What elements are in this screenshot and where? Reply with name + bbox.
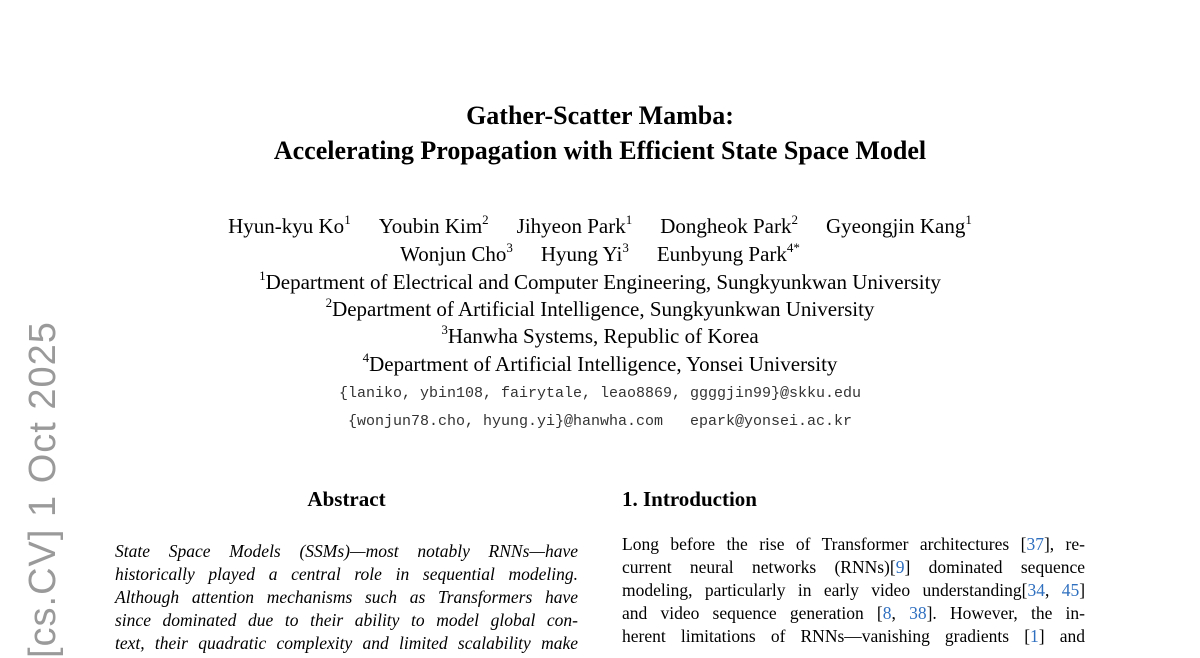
author-affiliation-marker: 3	[506, 240, 513, 255]
abstract-line: text, their quadratic complexity and limited scalability make	[115, 633, 578, 653]
abstract-heading: Abstract	[307, 487, 386, 511]
author-name	[826, 214, 972, 238]
author-name	[517, 214, 633, 238]
abstract-line: State Space Models (SSMs)—most notably RNNs—have	[115, 541, 578, 561]
author-name-text: Eunbyung Park	[656, 242, 787, 266]
introduction-text: ], re-	[1043, 534, 1085, 554]
paper-title-line-1: Gather-Scatter Mamba:	[466, 101, 734, 130]
introduction-text: ]	[1079, 580, 1086, 600]
author-name-text: Jihyeon Park	[516, 214, 626, 238]
citation-link[interactable]: 45	[1061, 580, 1080, 600]
introduction-text: ]. However, the in-	[926, 603, 1085, 623]
citation-link[interactable]: 1	[1030, 626, 1039, 646]
introduction-text: Long before the rise of Transformer architectures	[622, 534, 1021, 554]
author-name-text: Gyeongjin Kang	[825, 214, 966, 238]
introduction-heading: 1. Introduction	[622, 487, 757, 511]
introduction-text: [	[1020, 534, 1027, 554]
author-affiliation-marker: 1	[625, 212, 633, 227]
author-name	[379, 214, 489, 238]
introduction-text: ] and	[1038, 626, 1085, 646]
introduction-text: ] dominated sequence	[904, 557, 1085, 577]
author-name	[228, 214, 351, 238]
author-list-row-2	[0, 240, 1200, 268]
author-name	[400, 242, 513, 266]
author-affiliation-marker: 2	[482, 212, 489, 227]
introduction-line	[622, 556, 1085, 579]
introduction-line	[622, 625, 1085, 648]
citation-link[interactable]: 37	[1026, 534, 1044, 554]
author-affiliation-marker: 1	[965, 212, 972, 227]
citation-link[interactable]: 38	[909, 603, 927, 623]
introduction-line	[622, 602, 1085, 625]
email-line-1: {laniko, ybin108, fairytale, leao8869, ggggjin99}@skku.edu	[338, 385, 862, 402]
author-name-text: Hyun-kyu Ko	[228, 214, 345, 238]
arxiv-identifier-stamp: [cs.CV] 1 Oct 2025	[22, 321, 64, 658]
author-name	[660, 214, 798, 238]
affiliation-1: $^1$Department of Electrical and Computer Engineering, Sungkyunkwan University	[259, 268, 941, 294]
author-affiliation-marker: 4*	[786, 240, 800, 255]
affiliation-3: $^3$Hanwha Systems, Republic of Korea	[441, 322, 759, 348]
introduction-text: and video sequence generation [	[622, 603, 883, 623]
abstract-body	[115, 540, 578, 655]
affiliation-2: $^2$Department of Artificial Intelligence, Sungkyunkwan University	[325, 295, 875, 321]
author-name-text: Youbin Kim	[378, 214, 483, 238]
abstract-line: Although attention mechanisms such as Transformers have	[115, 587, 578, 607]
author-name-text: Wonjun Cho	[400, 242, 507, 266]
author-name	[657, 242, 800, 266]
author-name-text: Dongheok Park	[660, 214, 792, 238]
citation-link[interactable]: 9	[895, 557, 905, 577]
email-line-2: {wonjun78.cho, hyung.yi}@hanwha.com epark@yonsei.ac.kr	[347, 413, 853, 430]
author-name	[541, 242, 629, 266]
citation-link[interactable]: 34	[1027, 580, 1045, 600]
author-affiliation-marker: 3	[622, 240, 629, 255]
introduction-text: current neural networks (RNNs)[	[622, 557, 896, 577]
abstract-line: historically played a central role in sequential modeling.	[115, 564, 578, 584]
abstract-line: since dominated due to their ability to model global con-	[115, 610, 578, 630]
author-affiliation-marker: 2	[791, 212, 798, 227]
introduction-text: modeling, particularly in early video understanding[	[622, 580, 1028, 600]
introduction-body	[622, 533, 1085, 648]
introduction-line	[622, 579, 1085, 602]
author-affiliation-marker: 1	[344, 212, 351, 227]
introduction-text: ,	[891, 603, 910, 623]
paper-title-line-2: Accelerating Propagation with Efficient State Space Model	[273, 136, 927, 165]
introduction-text: herent limitations of RNNs—vanishing gradients [	[622, 626, 1031, 646]
affiliation-4: $^4$Department of Artificial Intelligence, Yonsei University	[362, 350, 838, 376]
citation-link[interactable]: 8	[882, 603, 892, 623]
author-list-row-1	[0, 212, 1200, 240]
introduction-line	[622, 533, 1085, 556]
author-name-text: Hyung Yi	[540, 242, 623, 266]
introduction-text: ,	[1044, 580, 1062, 600]
